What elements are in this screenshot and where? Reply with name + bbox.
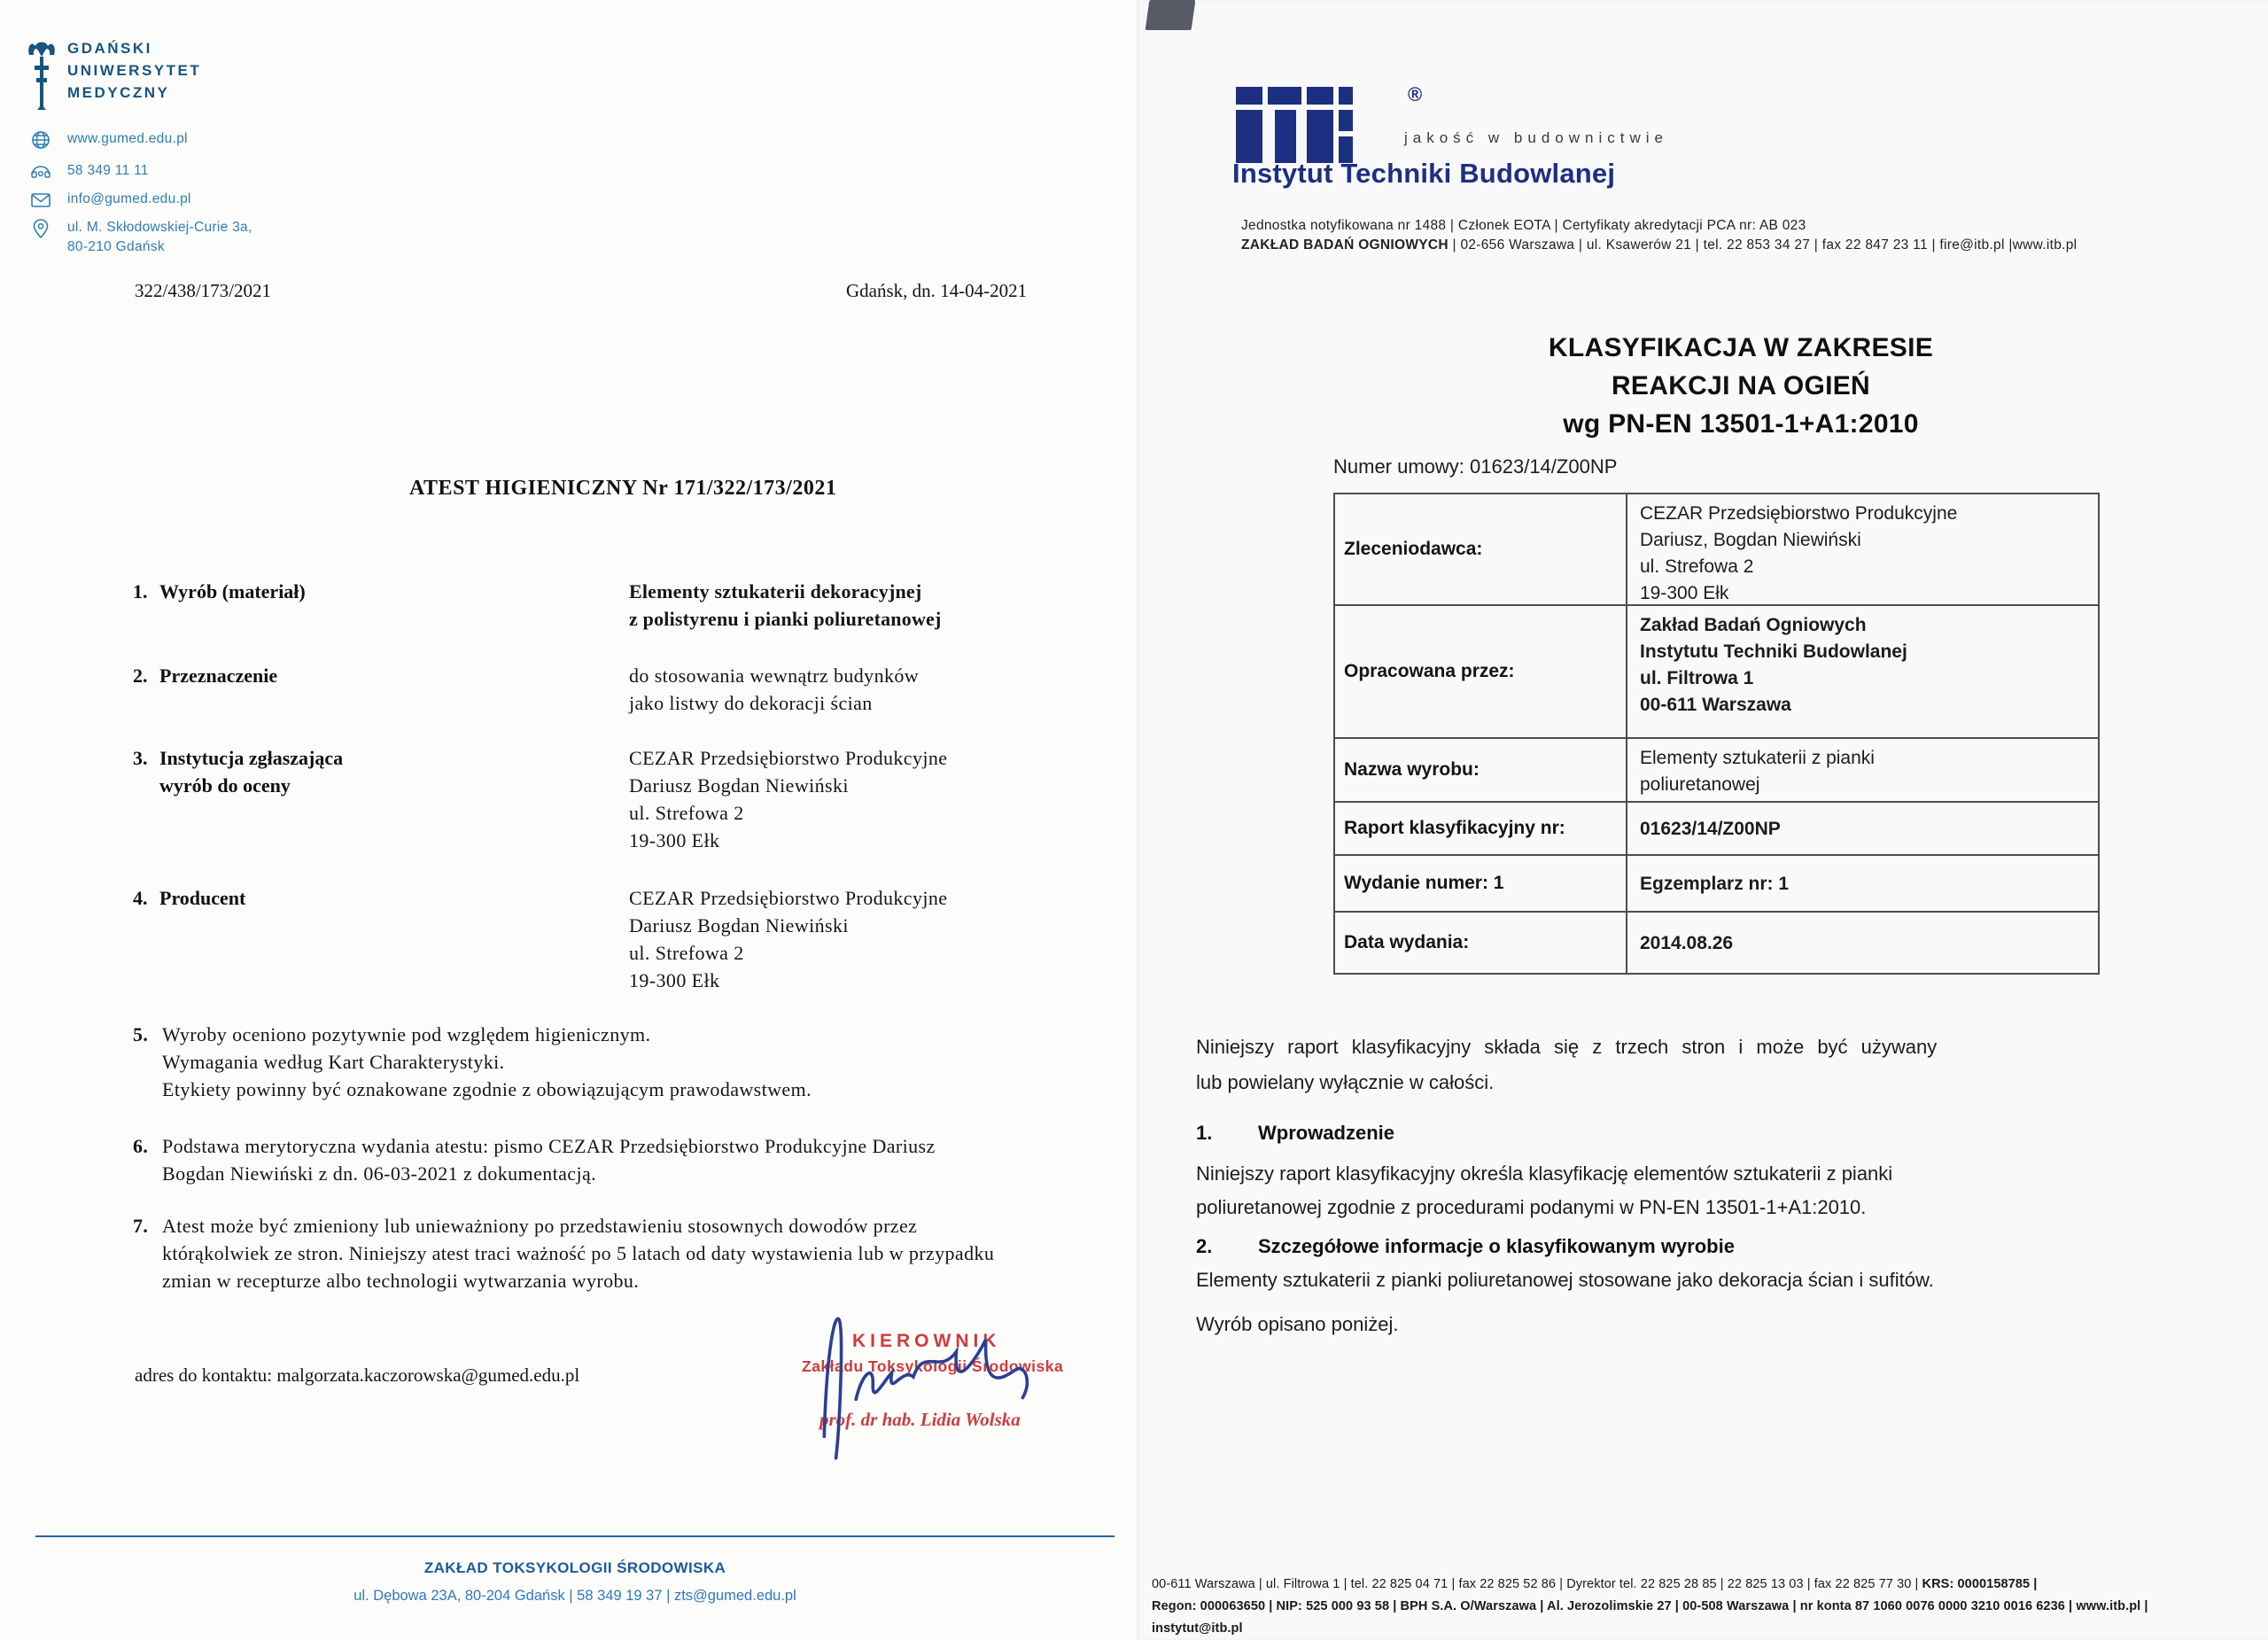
table-value: Zakład Badań Ogniowych Instytutu Techniki Budowlanej ul. Filtrowa 1 00-611 Warszawa — [1640, 615, 1907, 715]
date-line: Gdańsk, dn. 14-04-2021 — [846, 280, 1028, 301]
item-2-label: 2. Przeznaczenie — [133, 662, 277, 689]
classification-table — [1333, 493, 2100, 975]
item-4-value-line: CEZAR Przedsiębiorstwo Produkcyjne — [629, 887, 948, 909]
section-2-body-line1: Elementy sztukaterii z pianki poliuretanowej stosowane jako dekoracja ścian i sufitów. — [1196, 1269, 1934, 1291]
table-row-opracowana-przez — [1335, 606, 2098, 739]
itb-registered-mark: ® — [1408, 83, 1423, 105]
item-3-value — [629, 744, 947, 854]
item-1-number: 1. — [133, 580, 148, 602]
gumed-name-line2: UNIWERSYTET — [67, 62, 202, 79]
table-label: Opracowana przez: — [1335, 606, 1627, 737]
item-4-value-line: ul. Strefowa 2 — [629, 942, 744, 964]
table-label: Raport klasyfikacyjny nr: — [1335, 803, 1627, 854]
itb-header-line2: ZAKŁAD BADAŃ OGNIOWYCH | 02-656 Warszawa | ul. Ksawerów 21 | tel. 22 853 34 27 | fax 22 847 23 11 | fire@itb.pl |www.itb.pl — [1241, 237, 2078, 253]
item-1-value — [629, 578, 942, 633]
contact-phone: 58 349 11 11 — [67, 163, 149, 178]
item-2-value-line: do stosowania wewnątrz budynków — [629, 665, 920, 687]
envelope-icon — [30, 190, 51, 211]
contact-website: www.gumed.edu.pl — [67, 131, 188, 146]
section-1-number: 1. — [1196, 1122, 1213, 1144]
gumed-logo-wordmark — [67, 37, 201, 104]
location-pin-icon — [30, 218, 51, 239]
stamp-department: Zakładu Toksykologii Środowiska — [802, 1357, 1064, 1375]
page-right-klasyfikacja-itb — [1137, 0, 2268, 1640]
handwritten-signature — [788, 1282, 1072, 1473]
contact-address-line1: ul. M. Skłodowskiej-Curie 3a, — [67, 220, 252, 235]
table-label: Wydanie numer: 1 — [1335, 856, 1627, 911]
item-3-number: 3. — [133, 747, 148, 769]
paragraph-5-number: 5. — [133, 1023, 149, 1045]
contact-note: adres do kontaktu: malgorzata.kaczorowska@gumed.edu.pl — [135, 1364, 580, 1386]
item-1-label: 1. Wyrób (materiał) — [133, 578, 306, 605]
item-3-value-line: ul. Strefowa 2 — [629, 802, 744, 824]
contact-address-row — [67, 220, 252, 255]
table-value: 01623/14/Z00NP — [1640, 818, 1781, 839]
item-4-value — [629, 884, 947, 994]
item-2-number: 2. — [133, 665, 148, 687]
table-label: Data wydania: — [1335, 913, 1627, 973]
contact-phone-row — [67, 163, 149, 179]
footer-divider-line — [35, 1535, 1115, 1537]
itb-footer-line1: 00-611 Warszawa | ul. Filtrowa 1 | tel. 22 825 04 71 | fax 22 825 52 86 | Dyrektor tel. 22 825 28 85 | 22 825 13 03 | fax 22 825 77 30 | KRS: 0000158785 | — [1152, 1577, 2038, 1591]
table-row-data-wydania — [1335, 913, 2098, 973]
item-3-value-line: CEZAR Przedsiębiorstwo Produkcyjne — [629, 747, 948, 769]
section-1-heading: 1. Wprowadzenie — [1196, 1122, 1395, 1144]
table-row-wydanie-numer — [1335, 856, 2098, 913]
gumed-name-line1: GDAŃSKI — [67, 40, 152, 57]
table-label: Zleceniodawca: — [1335, 494, 1627, 604]
table-row-nazwa-wyrobu — [1335, 739, 2098, 803]
table-value: Egzemplarz nr: 1 — [1640, 873, 1790, 894]
footer-department: ZAKŁAD TOKSYKOLOGII ŚRODOWISKA — [423, 1559, 726, 1576]
item-3-label: 3. Instytucja zgłaszająca wyrób do oceny — [133, 744, 343, 799]
stamp-title: KIEROWNIK — [852, 1331, 1001, 1351]
globe-icon — [30, 129, 51, 151]
contract-number: Numer umowy: 01623/14/Z00NP — [1333, 455, 1618, 478]
item-2-value — [629, 662, 919, 717]
contact-address-line2: 80-210 Gdańsk — [67, 239, 165, 254]
itb-tagline: jakość w budownictwie — [1404, 129, 1668, 146]
intro-paragraph: Niniejszy raport klasyfikacyjny składa się z trzech stron i może być używany lub powielany wyłącznie w całości. — [1196, 1036, 1938, 1093]
item-1-value-line: Elementy sztukaterii dekoracyjnej — [629, 580, 922, 602]
item-4-value-line: 19-300 Ełk — [629, 969, 720, 991]
paragraph-6: 6. Podstawa merytoryczna wydania atestu: pismo CEZAR Przedsiębiorstwo Produkcyjne Dariusz Bogdan Niewiński z dn. 06-03-2021 z dokumentacją. — [133, 1132, 936, 1187]
item-3-value-line: Dariusz Bogdan Niewiński — [629, 774, 849, 797]
item-4-label: 4. Producent — [133, 884, 245, 912]
paragraph-6-number: 6. — [133, 1135, 149, 1157]
gumed-name-line3: MEDYCZNY — [67, 84, 170, 101]
scan-artifact — [1146, 0, 1196, 30]
stamp-signatory-name: prof. dr hab. Lidia Wolska — [819, 1409, 1021, 1430]
gumed-logo-emblem — [27, 39, 57, 112]
table-value: 2014.08.26 — [1640, 932, 1734, 953]
classification-title-line1: KLASYFIKACJA W ZAKRESIE — [1548, 333, 1934, 362]
table-row-raport-klasyfikacyjny — [1335, 803, 2098, 856]
table-value: Elementy sztukaterii z pianki poliuretanowej — [1640, 748, 1875, 795]
classification-title-line3: wg PN-EN 13501-1+A1:2010 — [1563, 409, 1919, 439]
paragraph-5: 5. Wyroby oceniono pozytywnie pod względem higienicznym. Wymagania według Kart Charakterystyki. Etykiety powinny być oznakowane zgodnie z obowiązującym prawodawstwem. — [133, 1021, 812, 1103]
table-label: Nazwa wyrobu: — [1335, 739, 1627, 801]
item-4-value-line: Dariusz Bogdan Niewiński — [629, 914, 849, 937]
item-4-number: 4. — [133, 887, 148, 909]
table-value: CEZAR Przedsiębiorstwo Produkcyjne Dariusz, Bogdan Niewiński ul. Strefowa 2 19-300 Ełk — [1640, 503, 1958, 603]
section-2-body-line2: Wyrób opisano poniżej. — [1196, 1313, 1399, 1335]
section-1-body: Niniejszy raport klasyfikacyjny określa klasyfikację elementów sztukaterii z pianki poliuretanowej zgodnie z procedurami podanymi w PN-EN 13501-1+A1:2010. — [1196, 1162, 1893, 1218]
phone-icon — [30, 161, 51, 183]
contact-email-row — [67, 191, 191, 207]
itb-institute-name: Instytut Techniki Budowlanej — [1232, 158, 1616, 189]
itb-footer-line3: instytut@itb.pl — [1152, 1621, 1243, 1636]
contact-email: info@gumed.edu.pl — [67, 191, 191, 206]
paragraph-7-number: 7. — [133, 1215, 149, 1237]
itb-header-line2-department: ZAKŁAD BADAŃ OGNIOWYCH — [1241, 237, 1449, 253]
itb-header-line1: Jednostka notyfikowana nr 1488 | Członek EOTA | Certyfikaty akredytacji PCA nr: AB 023 — [1241, 218, 1806, 233]
section-2-number: 2. — [1196, 1235, 1213, 1257]
classification-title-line2: REAKCJI NA OGIEŃ — [1611, 371, 1871, 400]
item-2-value-line: jako listwy do dekoracji ścian — [629, 692, 873, 714]
item-3-value-line: 19-300 Ełk — [629, 829, 720, 851]
footer-address: ul. Dębowa 23A, 80-204 Gdańsk | 58 349 19 37 | zts@gumed.edu.pl — [353, 1588, 796, 1604]
itb-footer-line2: Regon: 000063650 | NIP: 525 000 93 58 | BPH S.A. O/Warszawa | Al. Jerozolimskie 27 | 00-508 Warszawa | nr konta 87 1060 0076 0000 3210 0016 6236 | www.itb.pl | — [1152, 1599, 2148, 1613]
reference-number: 322/438/173/2021 — [135, 280, 272, 301]
table-row-zleceniodawca — [1335, 494, 2098, 606]
section-2-heading: 2. Szczegółowe informacje o klasyfikowanym wyrobie — [1196, 1235, 1735, 1257]
item-1-value-line: z polistyrenu i pianki poliuretanowej — [629, 608, 942, 630]
itb-footer — [1152, 1574, 2148, 1640]
paragraph-7: 7. Atest może być zmieniony lub unieważniony po przedstawieniu stosownych dowodów przez którąkolwiek ze stron. Niniejszy atest traci ważność po 5 latach od daty wystawienia lub w przypadku zmian w recepturze albo technologii wytwarzania wyrobu. — [133, 1212, 994, 1294]
document-title: ATEST HIGIENICZNY Nr 171/322/173/2021 — [409, 477, 837, 500]
itb-logo — [1236, 87, 1404, 163]
contact-website-row — [67, 131, 188, 147]
